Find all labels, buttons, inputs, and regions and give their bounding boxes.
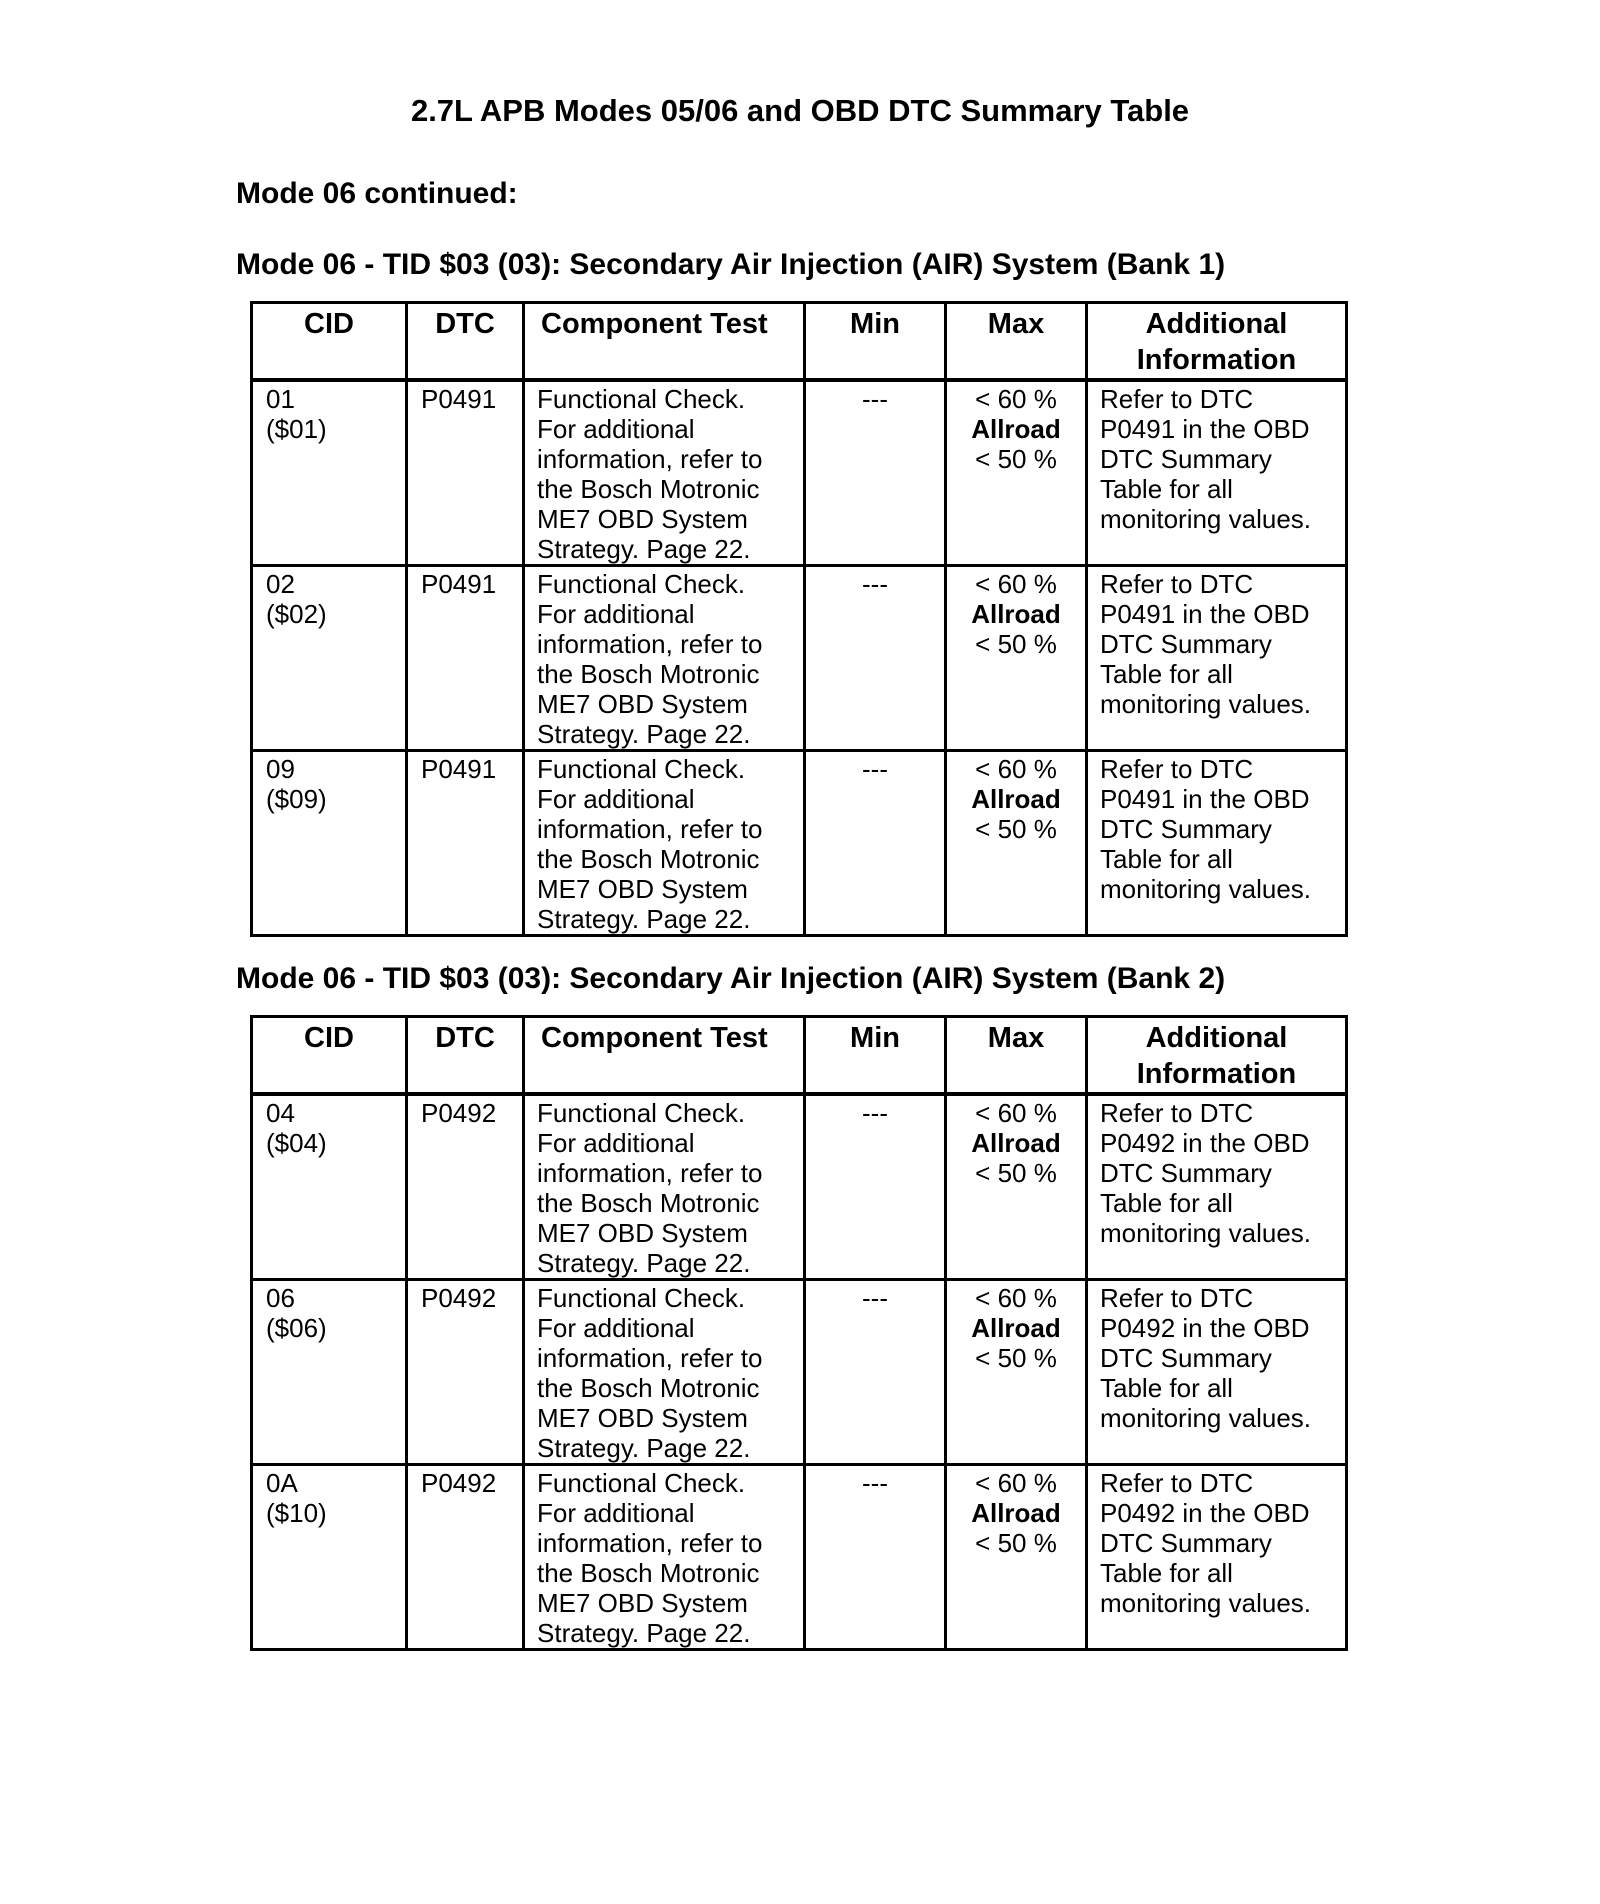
dtc-code: P0492 [421,1098,497,1128]
dtc-cell [407,1465,524,1650]
component-test-line: information, refer to [537,1343,763,1373]
additional-info-line: DTC Summary [1100,814,1272,844]
max-value: < 60 % [975,1283,1057,1313]
component-test-line: Strategy. Page 22. [537,719,751,749]
cid-cell [252,1094,407,1280]
max-vehicle-label: Allroad [971,1128,1061,1158]
additional-info-line: Refer to DTC [1100,384,1254,414]
component-test-line: information, refer to [537,444,763,474]
component-test-line: Strategy. Page 22. [537,904,751,934]
additional-info-line: DTC Summary [1100,444,1272,474]
additional-info-line: Table for all [1100,1558,1233,1588]
max-vehicle-label: Allroad [971,784,1061,814]
component-test-line: ME7 OBD System [537,689,748,719]
dtc-code: P0491 [421,384,497,414]
component-test-line: ME7 OBD System [537,1588,748,1618]
additional-info-line: DTC Summary [1100,1343,1272,1373]
cid-hex-value: ($09) [266,784,327,814]
additional-info-line: DTC Summary [1100,1158,1272,1188]
min-cell [805,1094,946,1280]
min-cell [805,1465,946,1650]
max-vehicle-label: Allroad [971,1313,1061,1343]
max-cell [946,1465,1087,1650]
max-value: < 60 % [975,754,1057,784]
component-test-line: Functional Check. [537,384,746,414]
component-test-line: the Bosch Motronic [537,659,760,689]
min-cell [805,751,946,936]
component-test-line: the Bosch Motronic [537,1188,760,1218]
additional-info-line: P0492 in the OBD [1100,1498,1310,1528]
max-value: < 60 % [975,1468,1057,1498]
cid-hex-value: ($04) [266,1128,327,1158]
min-value: --- [862,754,888,784]
component-test-line: the Bosch Motronic [537,474,760,504]
header-additional-information: Additional Information [1087,1017,1347,1095]
max-value: < 50 % [975,814,1057,844]
header-min: Min [805,303,946,381]
component-test-line: information, refer to [537,1158,763,1188]
cid-hex-value: ($02) [266,599,327,629]
additional-info-cell [1087,1094,1347,1280]
component-test-line: Functional Check. [537,1098,746,1128]
dtc-code: P0491 [421,754,497,784]
additional-info-line: Refer to DTC [1100,1098,1254,1128]
additional-info-line: monitoring values. [1100,1588,1311,1618]
min-value: --- [862,569,888,599]
page-title: 2.7L APB Modes 05/06 and OBD DTC Summary Table [410,93,1190,128]
additional-info-line: P0491 in the OBD [1100,784,1310,814]
table-row [252,566,1347,751]
max-value: < 60 % [975,1098,1057,1128]
component-test-line: Strategy. Page 22. [537,1618,751,1648]
additional-info-line: P0491 in the OBD [1100,599,1310,629]
additional-info-line: monitoring values. [1100,1218,1311,1248]
component-test-line: Functional Check. [537,1468,746,1498]
table-row [252,1094,1347,1280]
component-test-cell [524,380,805,566]
dtc-cell [407,1280,524,1465]
component-test-cell [524,1094,805,1280]
component-test-line: For additional [537,1498,695,1528]
additional-info-line: Table for all [1100,844,1233,874]
header-dtc: DTC [407,303,524,381]
additional-info-cell [1087,380,1347,566]
additional-info-line: Refer to DTC [1100,569,1254,599]
component-test-line: ME7 OBD System [537,504,748,534]
max-vehicle-label: Allroad [971,1498,1061,1528]
dtc-code: P0492 [421,1283,497,1313]
component-test-line: For additional [537,599,695,629]
additional-info-cell [1087,1465,1347,1650]
component-test-line: Functional Check. [537,569,746,599]
component-test-line: Strategy. Page 22. [537,1248,751,1278]
max-value: < 50 % [975,1158,1057,1188]
dtc-code: P0492 [421,1468,497,1498]
component-test-line: the Bosch Motronic [537,1373,760,1403]
min-cell [805,380,946,566]
cid-value: 02 [266,569,295,599]
component-test-line: For additional [537,414,695,444]
dtc-cell [407,1094,524,1280]
additional-info-line: Refer to DTC [1100,754,1254,784]
header-cid: CID [252,1017,407,1095]
header-min: Min [805,1017,946,1095]
min-value: --- [862,384,888,414]
max-vehicle-label: Allroad [971,414,1061,444]
min-value: --- [862,1098,888,1128]
table-body [252,380,1347,936]
table-row [252,380,1347,566]
cid-hex-value: ($06) [266,1313,327,1343]
cid-cell [252,1280,407,1465]
cid-value: 09 [266,754,295,784]
header-component-test: Component Test [524,1017,805,1095]
header-component-test: Component Test [524,303,805,381]
cid-hex-value: ($10) [266,1498,327,1528]
continued-heading: Mode 06 continued: [236,177,518,210]
header-dtc: DTC [407,1017,524,1095]
dtc-table-bank1 [250,301,1348,937]
component-test-line: Strategy. Page 22. [537,534,751,564]
additional-info-cell [1087,566,1347,751]
min-value: --- [862,1283,888,1313]
component-test-line: Strategy. Page 22. [537,1433,751,1463]
dtc-cell [407,380,524,566]
additional-info-cell [1087,1280,1347,1465]
additional-info-line: DTC Summary [1100,1528,1272,1558]
component-test-line: the Bosch Motronic [537,844,760,874]
cid-hex-value: ($01) [266,414,327,444]
max-cell [946,1280,1087,1465]
component-test-line: ME7 OBD System [537,1218,748,1248]
component-test-line: information, refer to [537,814,763,844]
additional-info-line: DTC Summary [1100,629,1272,659]
additional-info-line: Table for all [1100,659,1233,689]
component-test-line: For additional [537,1313,695,1343]
header-max: Max [946,303,1087,381]
component-test-line: Functional Check. [537,1283,746,1313]
max-value: < 60 % [975,569,1057,599]
component-test-cell [524,1465,805,1650]
table-row [252,1465,1347,1650]
dtc-code: P0491 [421,569,497,599]
max-value: < 60 % [975,384,1057,414]
max-cell [946,1094,1087,1280]
table-header-row [252,303,1347,381]
table-row [252,751,1347,936]
header-max: Max [946,1017,1087,1095]
additional-info-line: Table for all [1100,474,1233,504]
dtc-cell [407,566,524,751]
additional-info-line: monitoring values. [1100,874,1311,904]
component-test-line: For additional [537,1128,695,1158]
max-cell [946,751,1087,936]
cid-value: 0A [266,1468,298,1498]
table-row [252,1280,1347,1465]
table-header-row [252,1017,1347,1095]
max-value: < 50 % [975,1343,1057,1373]
max-value: < 50 % [975,444,1057,474]
cid-cell [252,751,407,936]
min-value: --- [862,1468,888,1498]
additional-info-line: Table for all [1100,1373,1233,1403]
min-cell [805,566,946,751]
component-test-line: information, refer to [537,1528,763,1558]
cid-value: 04 [266,1098,295,1128]
component-test-line: information, refer to [537,629,763,659]
additional-info-line: Refer to DTC [1100,1468,1254,1498]
max-cell [946,566,1087,751]
additional-info-line: P0492 in the OBD [1100,1313,1310,1343]
component-test-cell [524,751,805,936]
component-test-line: Functional Check. [537,754,746,784]
cid-value: 06 [266,1283,295,1313]
min-cell [805,1280,946,1465]
component-test-line: the Bosch Motronic [537,1558,760,1588]
max-vehicle-label: Allroad [971,599,1061,629]
additional-info-line: Refer to DTC [1100,1283,1254,1313]
additional-info-line: monitoring values. [1100,504,1311,534]
dtc-table-bank2 [250,1015,1348,1651]
max-cell [946,380,1087,566]
cid-cell [252,1465,407,1650]
additional-info-line: P0491 in the OBD [1100,414,1310,444]
header-additional-information: Additional Information [1087,303,1347,381]
additional-info-line: monitoring values. [1100,689,1311,719]
header-cid: CID [252,303,407,381]
section-heading-bank1: Mode 06 - TID $03 (03): Secondary Air Injection (AIR) System (Bank 1) [236,248,1226,281]
component-test-cell [524,566,805,751]
section-heading-bank2: Mode 06 - TID $03 (03): Secondary Air Injection (AIR) System (Bank 2) [236,962,1226,995]
table-body [252,1094,1347,1650]
component-test-line: ME7 OBD System [537,1403,748,1433]
cid-cell [252,380,407,566]
cid-value: 01 [266,384,295,414]
component-test-cell [524,1280,805,1465]
additional-info-cell [1087,751,1347,936]
component-test-line: For additional [537,784,695,814]
additional-info-line: Table for all [1100,1188,1233,1218]
cid-cell [252,566,407,751]
max-value: < 50 % [975,1528,1057,1558]
dtc-cell [407,751,524,936]
additional-info-line: P0492 in the OBD [1100,1128,1310,1158]
max-value: < 50 % [975,629,1057,659]
component-test-line: ME7 OBD System [537,874,748,904]
additional-info-line: monitoring values. [1100,1403,1311,1433]
